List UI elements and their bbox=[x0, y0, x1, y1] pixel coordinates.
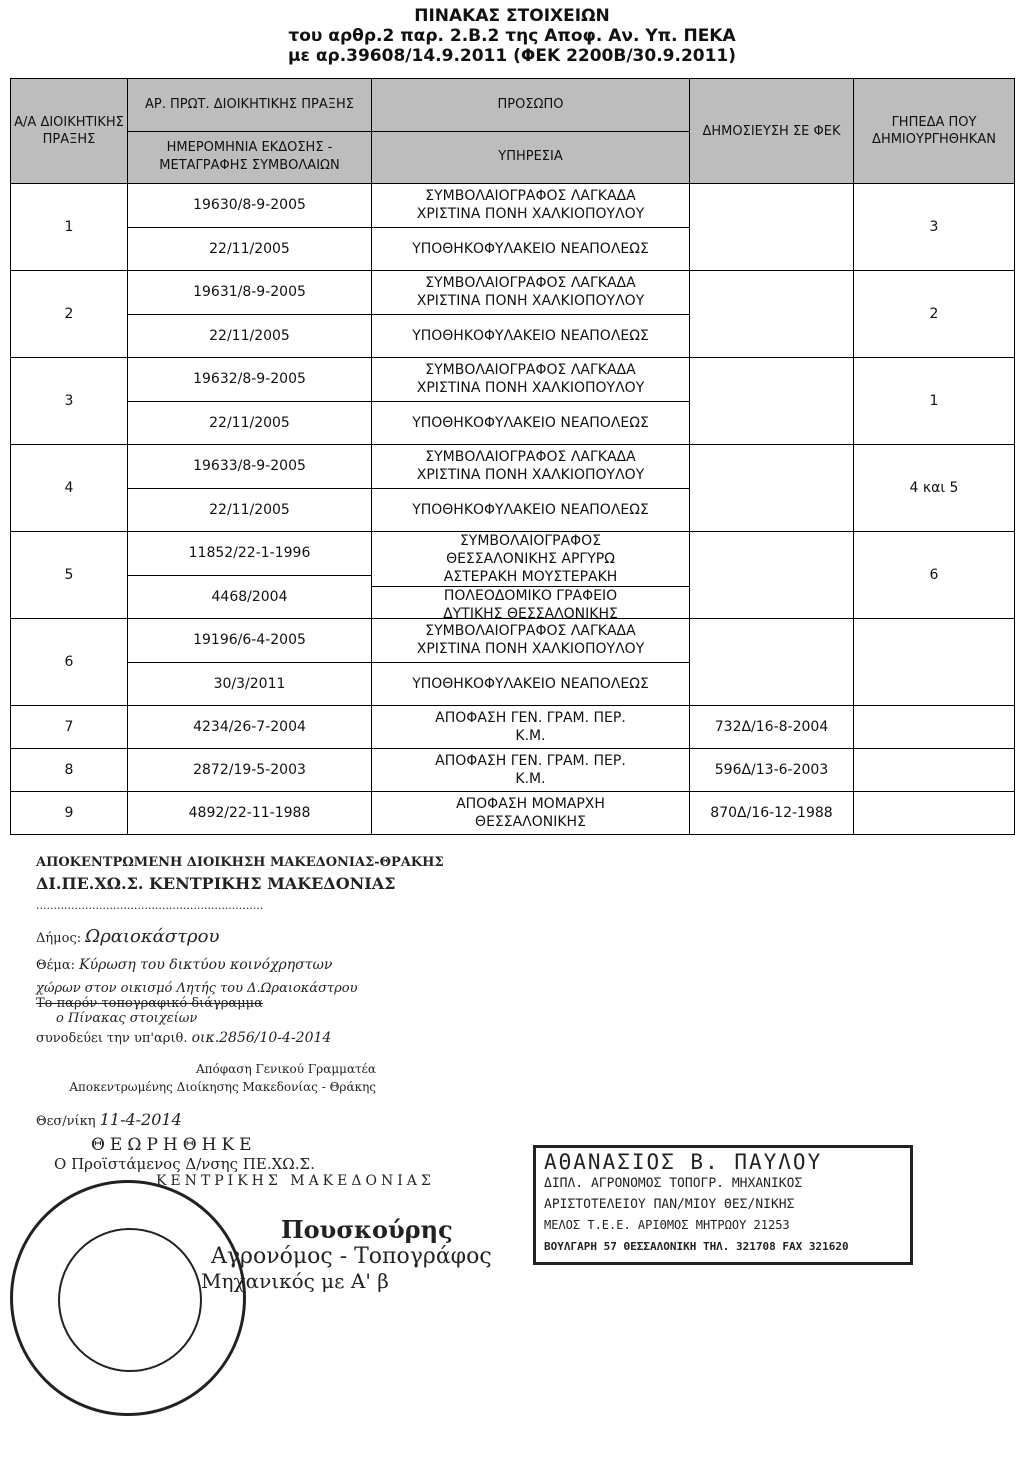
table-row bbox=[11, 271, 1015, 358]
row-fields: 4 και 5 bbox=[854, 445, 1015, 532]
thema-value-2: χώρων στον οικισμό Λητής του Δ.Ωραιοκάστρου bbox=[36, 981, 358, 996]
table-row bbox=[11, 445, 1015, 532]
theorithike-text: ΘΕΩΡΗΘΗΚΕ bbox=[91, 1135, 257, 1155]
table-row bbox=[11, 532, 1015, 619]
row-fields bbox=[854, 792, 1015, 835]
official-seal bbox=[10, 1180, 246, 1416]
place-label: Θεσ/νίκη bbox=[36, 1114, 96, 1129]
row-fek: 870Δ/16-12-1988 bbox=[690, 792, 854, 835]
row-fields: 6 bbox=[854, 532, 1015, 619]
header-date: ΗΜΕΡΟΜΗΝΙΑ ΕΚΔΟΣΗΣ - ΜΕΤΑΓΡΑΦΗΣ ΣΥΜΒΟΛΑΙΩΝ bbox=[159, 140, 340, 174]
stamp-line-2: ΔΙ.ΠΕ.ΧΩ.Σ. ΚΕΝΤΡΙΚΗΣ ΜΑΚΕΔΟΝΙΑΣ bbox=[36, 874, 396, 893]
engineer-line-2: ΔΙΠΛ. ΑΓΡΟΝΟΜΟΣ ΤΟΠΟΓΡ. ΜΗΧΑΝΙΚΟΣ bbox=[544, 1176, 803, 1191]
row-aa: 2 bbox=[11, 271, 128, 358]
row-fields bbox=[854, 706, 1015, 749]
row-person: ΣΥΜΒΟΛΑΙΟΓΡΑΦΟΣ ΘΕΣΣΑΛΟΝΙΚΗΣ ΑΡΓΥΡΩ ΑΣΤΕΡΑΚΗ ΜΟΥΣΤΕΡΑΚΗ bbox=[372, 532, 689, 587]
apofasi-line-1: Απόφαση Γενικού Γραμματέα bbox=[196, 1062, 376, 1076]
engineer-stamp bbox=[533, 1145, 913, 1265]
row-person: ΣΥΜΒΟΛΑΙΟΓΡΑΦΟΣ ΛΑΓΚΑΔΑ ΧΡΙΣΤΙΝΑ ΠΟΝΗ ΧΑΛΚΙΟΠΟΥΛΟΥ bbox=[372, 619, 689, 663]
thema-value-1: Κύρωση του δικτύου κοινόχρηστων bbox=[79, 957, 333, 973]
row-fields bbox=[854, 619, 1015, 706]
signature-title-1: Αγρονόμος - Τοπογράφος bbox=[211, 1244, 492, 1269]
signature-name: Πουσκούρης bbox=[281, 1215, 453, 1244]
document-title bbox=[0, 6, 1024, 66]
row-fek bbox=[690, 619, 854, 706]
dimos-label: Δήμος: bbox=[36, 931, 82, 946]
header-person: ΠΡΟΣΩΠΟ bbox=[372, 79, 689, 132]
row-service: ΥΠΟΘΗΚΟΦΥΛΑΚΕΙΟ ΝΕΑΠΟΛΕΩΣ bbox=[412, 240, 649, 257]
row-ref: 19196/6-4-2005 bbox=[128, 619, 371, 663]
apofasi-line-2: Αποκεντρωμένης Διοίκησης Μακεδονίας - Θράκης bbox=[69, 1080, 376, 1094]
row-person-service-cell bbox=[372, 271, 690, 358]
row-fields: 1 bbox=[854, 358, 1015, 445]
row-date: 22/11/2005 bbox=[209, 327, 290, 344]
row-ref: 4234/26-7-2004 bbox=[128, 706, 372, 749]
table-row bbox=[11, 619, 1015, 706]
paron-text: Το παρόν τοπογραφικό διάγραμμα bbox=[36, 996, 263, 1011]
seal-emblem bbox=[58, 1228, 202, 1372]
row-person: ΣΥΜΒΟΛΑΙΟΓΡΑΦΟΣ ΛΑΓΚΑΔΑ ΧΡΙΣΤΙΝΑ ΠΟΝΗ ΧΑΛΚΙΟΠΟΥΛΟΥ bbox=[372, 358, 689, 402]
header-fek: ΔΗΜΟΣΙΕΥΣΗ ΣΕ ΦΕΚ bbox=[690, 79, 854, 184]
row-aa: 4 bbox=[11, 445, 128, 532]
row-ref: 19632/8-9-2005 bbox=[128, 358, 371, 402]
row-person: ΑΠΟΦΑΣΗ ΓΕΝ. ΓΡΑΜ. ΠΕΡ. Κ.Μ. bbox=[372, 706, 690, 749]
row-fields bbox=[854, 749, 1015, 792]
row-service: ΥΠΟΘΗΚΟΦΥΛΑΚΕΙΟ ΝΕΑΠΟΛΕΩΣ bbox=[412, 501, 649, 518]
title-line-3: με αρ.39608/14.9.2011 (ΦΕΚ 2200Β/30.9.2011) bbox=[287, 46, 737, 66]
synodevei-label: συνοδεύει την υπ'αριθ. bbox=[36, 1031, 188, 1046]
stamp-line-1: ΑΠΟΚΕΝΤΡΩΜΕΝΗ ΔΙΟΙΚΗΣΗ ΜΑΚΕΔΟΝΙΑΣ-ΘΡΑΚΗΣ bbox=[36, 855, 444, 870]
row-fields: 3 bbox=[854, 184, 1015, 271]
row-aa: 9 bbox=[11, 792, 128, 835]
row-aa: 3 bbox=[11, 358, 128, 445]
row-ref-date-cell bbox=[128, 271, 372, 358]
row-person-service-cell bbox=[372, 184, 690, 271]
row-date: 30/3/2011 bbox=[213, 675, 286, 692]
title-line-1: ΠΙΝΑΚΑΣ ΣΤΟΙΧΕΙΩΝ bbox=[414, 6, 610, 26]
row-date: 22/11/2005 bbox=[209, 501, 290, 518]
header-aa: Α/Α ΔΙΟΙΚΗΤΙΚΗΣ ΠΡΑΞΗΣ bbox=[11, 79, 128, 184]
header-ref-date bbox=[128, 79, 372, 184]
place-date: 11-4-2014 bbox=[99, 1110, 182, 1129]
row-fek bbox=[690, 271, 854, 358]
engineer-line-3: ΑΡΙΣΤΟΤΕΛΕΙΟΥ ΠΑΝ/ΜΙΟΥ ΘΕΣ/ΝΙΚΗΣ bbox=[544, 1197, 795, 1212]
row-date: 22/11/2005 bbox=[209, 240, 290, 257]
row-ref: 19630/8-9-2005 bbox=[128, 184, 371, 228]
row-ref-date-cell bbox=[128, 532, 372, 619]
row-person: ΣΥΜΒΟΛΑΙΟΓΡΑΦΟΣ ΛΑΓΚΑΔΑ ΧΡΙΣΤΙΝΑ ΠΟΝΗ ΧΑΛΚΙΟΠΟΥΛΟΥ bbox=[372, 184, 689, 228]
row-service: ΥΠΟΘΗΚΟΦΥΛΑΚΕΙΟ ΝΕΑΠΟΛΕΩΣ bbox=[412, 675, 649, 692]
row-aa: 6 bbox=[11, 619, 128, 706]
row-fields: 2 bbox=[854, 271, 1015, 358]
row-fek bbox=[690, 532, 854, 619]
table-row bbox=[11, 706, 1015, 749]
row-ref: 2872/19-5-2003 bbox=[128, 749, 372, 792]
row-ref-date-cell bbox=[128, 358, 372, 445]
header-row bbox=[11, 79, 1015, 184]
paron-hand: ο Πίνακας στοιχείων bbox=[56, 1011, 198, 1026]
engineer-name: ΑΘΑΝΑΣΙΟΣ Β. ΠΑΥΛΟΥ bbox=[544, 1150, 823, 1174]
header-service: ΥΠΗΡΕΣΙΑ bbox=[498, 149, 563, 165]
row-ref: 19631/8-9-2005 bbox=[128, 271, 371, 315]
row-fek bbox=[690, 358, 854, 445]
header-ar-prot: ΑΡ. ΠΡΩΤ. ΔΙΟΙΚΗΤΙΚΗΣ ΠΡΑΞΗΣ bbox=[128, 79, 371, 132]
row-ref: 19633/8-9-2005 bbox=[128, 445, 371, 489]
row-aa: 7 bbox=[11, 706, 128, 749]
header-person-service bbox=[372, 79, 690, 184]
engineer-line-4: ΜΕΛΟΣ Τ.Ε.Ε. ΑΡΙΘΜΟΣ ΜΗΤΡΩΟΥ 21253 bbox=[544, 1218, 790, 1232]
row-fek: 732Δ/16-8-2004 bbox=[690, 706, 854, 749]
row-aa: 5 bbox=[11, 532, 128, 619]
signature-title-2: Μηχανικός με Α' β bbox=[201, 1269, 389, 1293]
row-fek bbox=[690, 184, 854, 271]
thema-label: Θέμα: bbox=[36, 958, 75, 973]
row-ref-date-cell bbox=[128, 619, 372, 706]
dimos-value: Ωραιοκάστρου bbox=[85, 926, 220, 947]
table-row bbox=[11, 749, 1015, 792]
proistamenos-text: Ο Προϊστάμενος Δ/νσης ΠΕ.ΧΩ.Σ. bbox=[54, 1155, 315, 1173]
row-person: ΣΥΜΒΟΛΑΙΟΓΡΑΦΟΣ ΛΑΓΚΑΔΑ ΧΡΙΣΤΙΝΑ ΠΟΝΗ ΧΑΛΚΙΟΠΟΥΛΟΥ bbox=[372, 271, 689, 315]
row-ref-date-cell bbox=[128, 184, 372, 271]
row-person: ΑΠΟΦΑΣΗ ΓΕΝ. ΓΡΑΜ. ΠΕΡ. Κ.Μ. bbox=[372, 749, 690, 792]
row-date: 4468/2004 bbox=[211, 588, 288, 605]
table-row bbox=[11, 358, 1015, 445]
row-date: 22/11/2005 bbox=[209, 414, 290, 431]
data-table bbox=[10, 78, 1015, 835]
row-service: ΥΠΟΘΗΚΟΦΥΛΑΚΕΙΟ ΝΕΑΠΟΛΕΩΣ bbox=[412, 327, 649, 344]
row-person-service-cell bbox=[372, 358, 690, 445]
row-person-service-cell bbox=[372, 445, 690, 532]
row-fek bbox=[690, 445, 854, 532]
row-aa: 1 bbox=[11, 184, 128, 271]
row-ref: 11852/22-1-1996 bbox=[128, 532, 371, 576]
table-row bbox=[11, 184, 1015, 271]
row-person-service-cell bbox=[372, 619, 690, 706]
approval-stamp: ΑΠΟΚΕΝΤΡΩΜΕΝΗ ΔΙΟΙΚΗΣΗ ΜΑΚΕΔΟΝΙΑΣ-ΘΡΑΚΗΣ ΔΙ.ΠΕ.ΧΩ.Σ. ΚΕΝΤΡΙΚΗΣ ΜΑΚΕΔΟΝΙΑΣ ................................................................. Δήμος: Ωραιοκάστρου Θέμα: Κύρωση του δικτύου κοινόχρηστων χώρων στον οικισμό Λητής του Δ.Ωραιοκάστρου Το παρόν τοπογραφικό διάγραμμα ο Πίνακας στοιχείων συνοδεύει την υπ'αριθ. οικ.2856/10-4-2014 Απόφαση Γενικού Γραμματέα Αποκεντρωμένης Διοίκησης Μακεδονίας - Θράκης Θεσ/νίκη 11-4-2014 ΘΕΩΡΗΘΗΚΕ Ο Προϊστάμενος Δ/νσης ΠΕ.ΧΩ.Σ. ΚΕΝΤΡΙΚΗΣ ΜΑΚΕΔΟΝΙΑΣ Πουσκούρης Αγρονόμος - Τοπογράφος Μηχανικός με Α' β bbox=[36, 855, 492, 1293]
synodevei-value: οικ.2856/10-4-2014 bbox=[191, 1030, 332, 1046]
table-row bbox=[11, 792, 1015, 835]
row-person-service-cell bbox=[372, 532, 690, 622]
row-aa: 8 bbox=[11, 749, 128, 792]
row-service: ΠΟΛΕΟΔΟΜΙΚΟ ΓΡΑΦΕΙΟ ΔΥΤΙΚΗΣ ΘΕΣΣΑΛΟΝΙΚΗΣ bbox=[443, 588, 618, 622]
row-ref-date-cell bbox=[128, 445, 372, 532]
title-line-2: του αρθρ.2 παρ. 2.Β.2 της Αποφ. Αν. Υπ. ΠΕΚΑ bbox=[288, 26, 736, 46]
row-service: ΥΠΟΘΗΚΟΦΥΛΑΚΕΙΟ ΝΕΑΠΟΛΕΩΣ bbox=[412, 414, 649, 431]
header-fields: ΓΗΠΕΔΑ ΠΟΥ ΔΗΜΙΟΥΡΓΗΘΗΚΑΝ bbox=[854, 79, 1015, 184]
engineer-line-5: ΒΟΥΛΓΑΡΗ 57 ΘΕΣΣΑΛΟΝΙΚΗ ΤΗΛ. 321708 FAX 321620 bbox=[544, 1240, 849, 1253]
kmak-text: ΚΕΝΤΡΙΚΗΣ ΜΑΚΕΔΟΝΙΑΣ bbox=[156, 1173, 435, 1189]
row-person: ΣΥΜΒΟΛΑΙΟΓΡΑΦΟΣ ΛΑΓΚΑΔΑ ΧΡΙΣΤΙΝΑ ΠΟΝΗ ΧΑΛΚΙΟΠΟΥΛΟΥ bbox=[372, 445, 689, 489]
row-fek: 596Δ/13-6-2003 bbox=[690, 749, 854, 792]
row-person: ΑΠΟΦΑΣΗ ΜΟΜΑΡΧΗ ΘΕΣΣΑΛΟΝΙΚΗΣ bbox=[372, 792, 690, 835]
row-ref: 4892/22-11-1988 bbox=[128, 792, 372, 835]
